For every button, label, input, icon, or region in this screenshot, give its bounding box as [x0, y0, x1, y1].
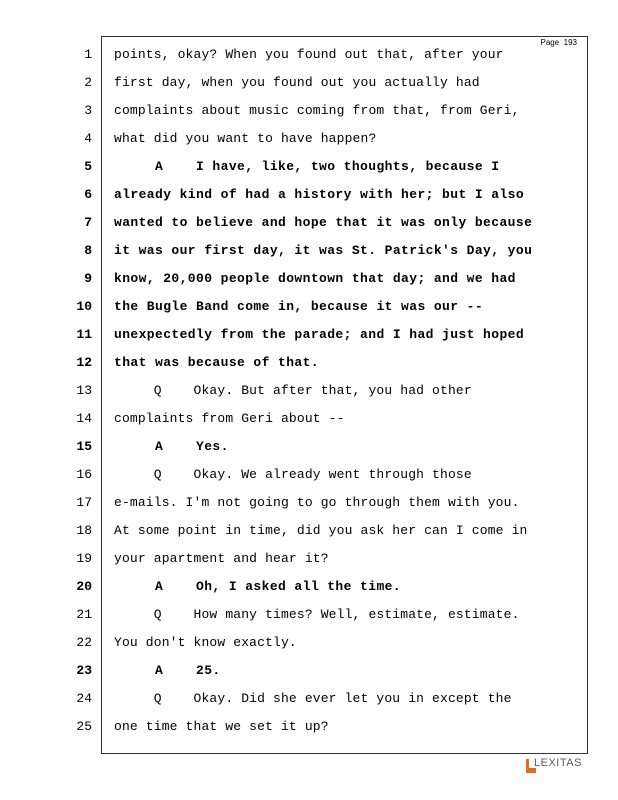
- transcript-line-text: first day, when you found out you actually had: [114, 75, 480, 90]
- answer-line-text: A I have, like, two thoughts, because I: [114, 159, 500, 174]
- line-number: 23: [76, 663, 92, 678]
- line-number: 25: [76, 719, 92, 734]
- transcript-line-text: Q Okay. But after that, you had other: [114, 383, 472, 398]
- line-number: 4: [84, 131, 92, 146]
- line-number: 20: [76, 579, 92, 594]
- answer-line-text: A 25.: [114, 663, 221, 678]
- transcript-line-text: what did you want to have happen?: [114, 131, 377, 146]
- line-number: 8: [84, 243, 92, 258]
- page-label-word: Page: [540, 38, 560, 47]
- line-number: 1: [84, 47, 92, 62]
- answer-line-text: A Oh, I asked all the time.: [114, 579, 402, 594]
- answer-line-text: A Yes.: [114, 439, 229, 454]
- transcript-line-text: You don't know exactly.: [114, 635, 297, 650]
- line-number: 13: [76, 383, 92, 398]
- line-number: 19: [76, 551, 92, 566]
- transcript-line-text: your apartment and hear it?: [114, 551, 329, 566]
- answer-line-text: already kind of had a history with her; but I also: [114, 187, 525, 202]
- line-number: 12: [76, 355, 92, 370]
- transcript-line-text: complaints from Geri about --: [114, 411, 345, 426]
- transcript-line-text: e-mails. I'm not going to go through them with you.: [114, 495, 520, 510]
- line-number: 16: [76, 467, 92, 482]
- line-number: 9: [84, 271, 92, 286]
- line-number: 14: [76, 411, 92, 426]
- line-number: 3: [84, 103, 92, 118]
- answer-line-text: wanted to believe and hope that it was only because: [114, 215, 533, 230]
- answer-line-text: the Bugle Band come in, because it was our --: [114, 299, 484, 314]
- lexitas-logo: [524, 757, 588, 775]
- line-number: 5: [84, 159, 92, 174]
- transcript-line-text: complaints about music coming from that, from Geri,: [114, 103, 520, 118]
- transcript-line-text: At some point in time, did you ask her can I come in: [114, 523, 528, 538]
- line-number: 18: [76, 523, 92, 538]
- transcript-line-text: Q How many times? Well, estimate, estimate.: [114, 607, 520, 622]
- answer-line-text: know, 20,000 people downtown that day; and we had: [114, 271, 516, 286]
- transcript-line-text: Q Okay. We already went through those: [114, 467, 472, 482]
- line-number: 2: [84, 75, 92, 90]
- transcript-line-text: one time that we set it up?: [114, 719, 329, 734]
- answer-line-text: that was because of that.: [114, 355, 320, 370]
- transcript-line-text: points, okay? When you found out that, after your: [114, 47, 504, 62]
- line-number: 6: [84, 187, 92, 202]
- page-number: 193: [563, 38, 577, 47]
- line-number: 15: [76, 439, 92, 454]
- answer-line-text: it was our first day, it was St. Patrick's Day, you: [114, 243, 533, 258]
- line-number: 21: [76, 607, 92, 622]
- answer-line-text: unexpectedly from the parade; and I had just hoped: [114, 327, 525, 342]
- lexitas-logo-text: LEXITAS: [534, 757, 582, 769]
- line-number: 7: [84, 215, 92, 230]
- line-number: 22: [76, 635, 92, 650]
- transcript-line-text: Q Okay. Did she ever let you in except the: [114, 691, 512, 706]
- line-number: 24: [76, 691, 92, 706]
- line-number: 11: [76, 327, 92, 342]
- line-number: 10: [76, 299, 92, 314]
- page-number-label: [541, 38, 578, 47]
- line-number: 17: [76, 495, 92, 510]
